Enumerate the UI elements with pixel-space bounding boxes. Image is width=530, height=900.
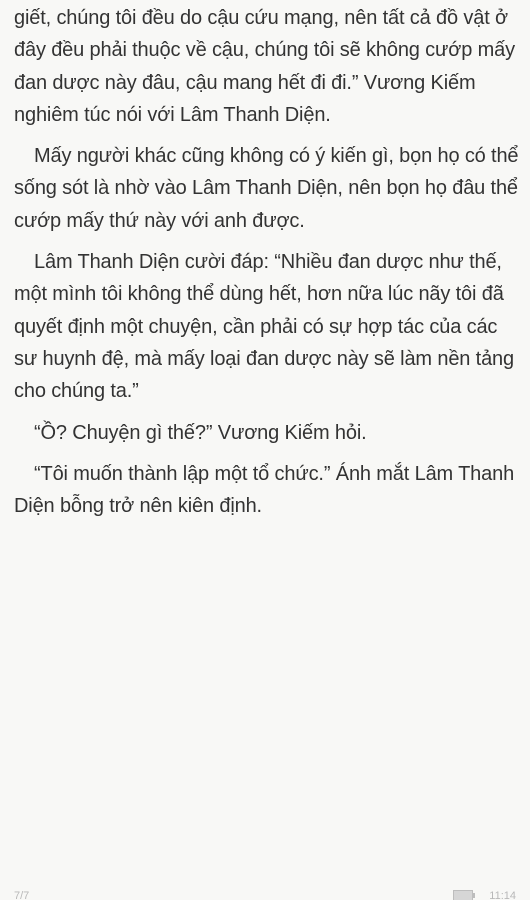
paragraph: giết, chúng tôi đều do cậu cứu mạng, nên tất cả đồ vật ở đây đều phải thuộc về cậu, chúng tôi sẽ không cướp mấy đan dược này đâu, cậu mang hết đi đi.” Vương Kiếm nghiêm túc nói với Lâm Thanh Diện. <box>14 7 515 126</box>
status-area <box>453 890 516 900</box>
paragraph: Mấy người khác cũng không có ý kiến gì, bọn họ có thể sống sót là nhờ vào Lâm Thanh Diện, nên bọn họ đâu thể cướp mấy thứ này với anh được. <box>14 145 519 232</box>
page-indicator: 7/7 <box>14 890 30 900</box>
clock: 11:14 <box>489 890 516 900</box>
paragraph: “Ồ? Chuyện gì thế?” Vương Kiếm hỏi. <box>34 421 367 444</box>
paragraph: “Tôi muốn thành lập một tổ chức.” Ánh mắt Lâm Thanh Diện bỗng trở nên kiên định. <box>14 462 515 518</box>
paragraph: Lâm Thanh Diện cười đáp: “Nhiều đan dược như thế, một mình tôi không thể dùng hết, hơn nữa lúc nãy tôi đã quyết định một chuyện, cần phải có sự hợp tác của các sư huynh đệ, mà mấy loại đan dược này sẽ làm nền tảng cho chúng ta.” <box>14 251 514 403</box>
battery-icon <box>453 890 473 900</box>
reader-footer <box>0 890 530 900</box>
chapter-text <box>14 2 520 531</box>
